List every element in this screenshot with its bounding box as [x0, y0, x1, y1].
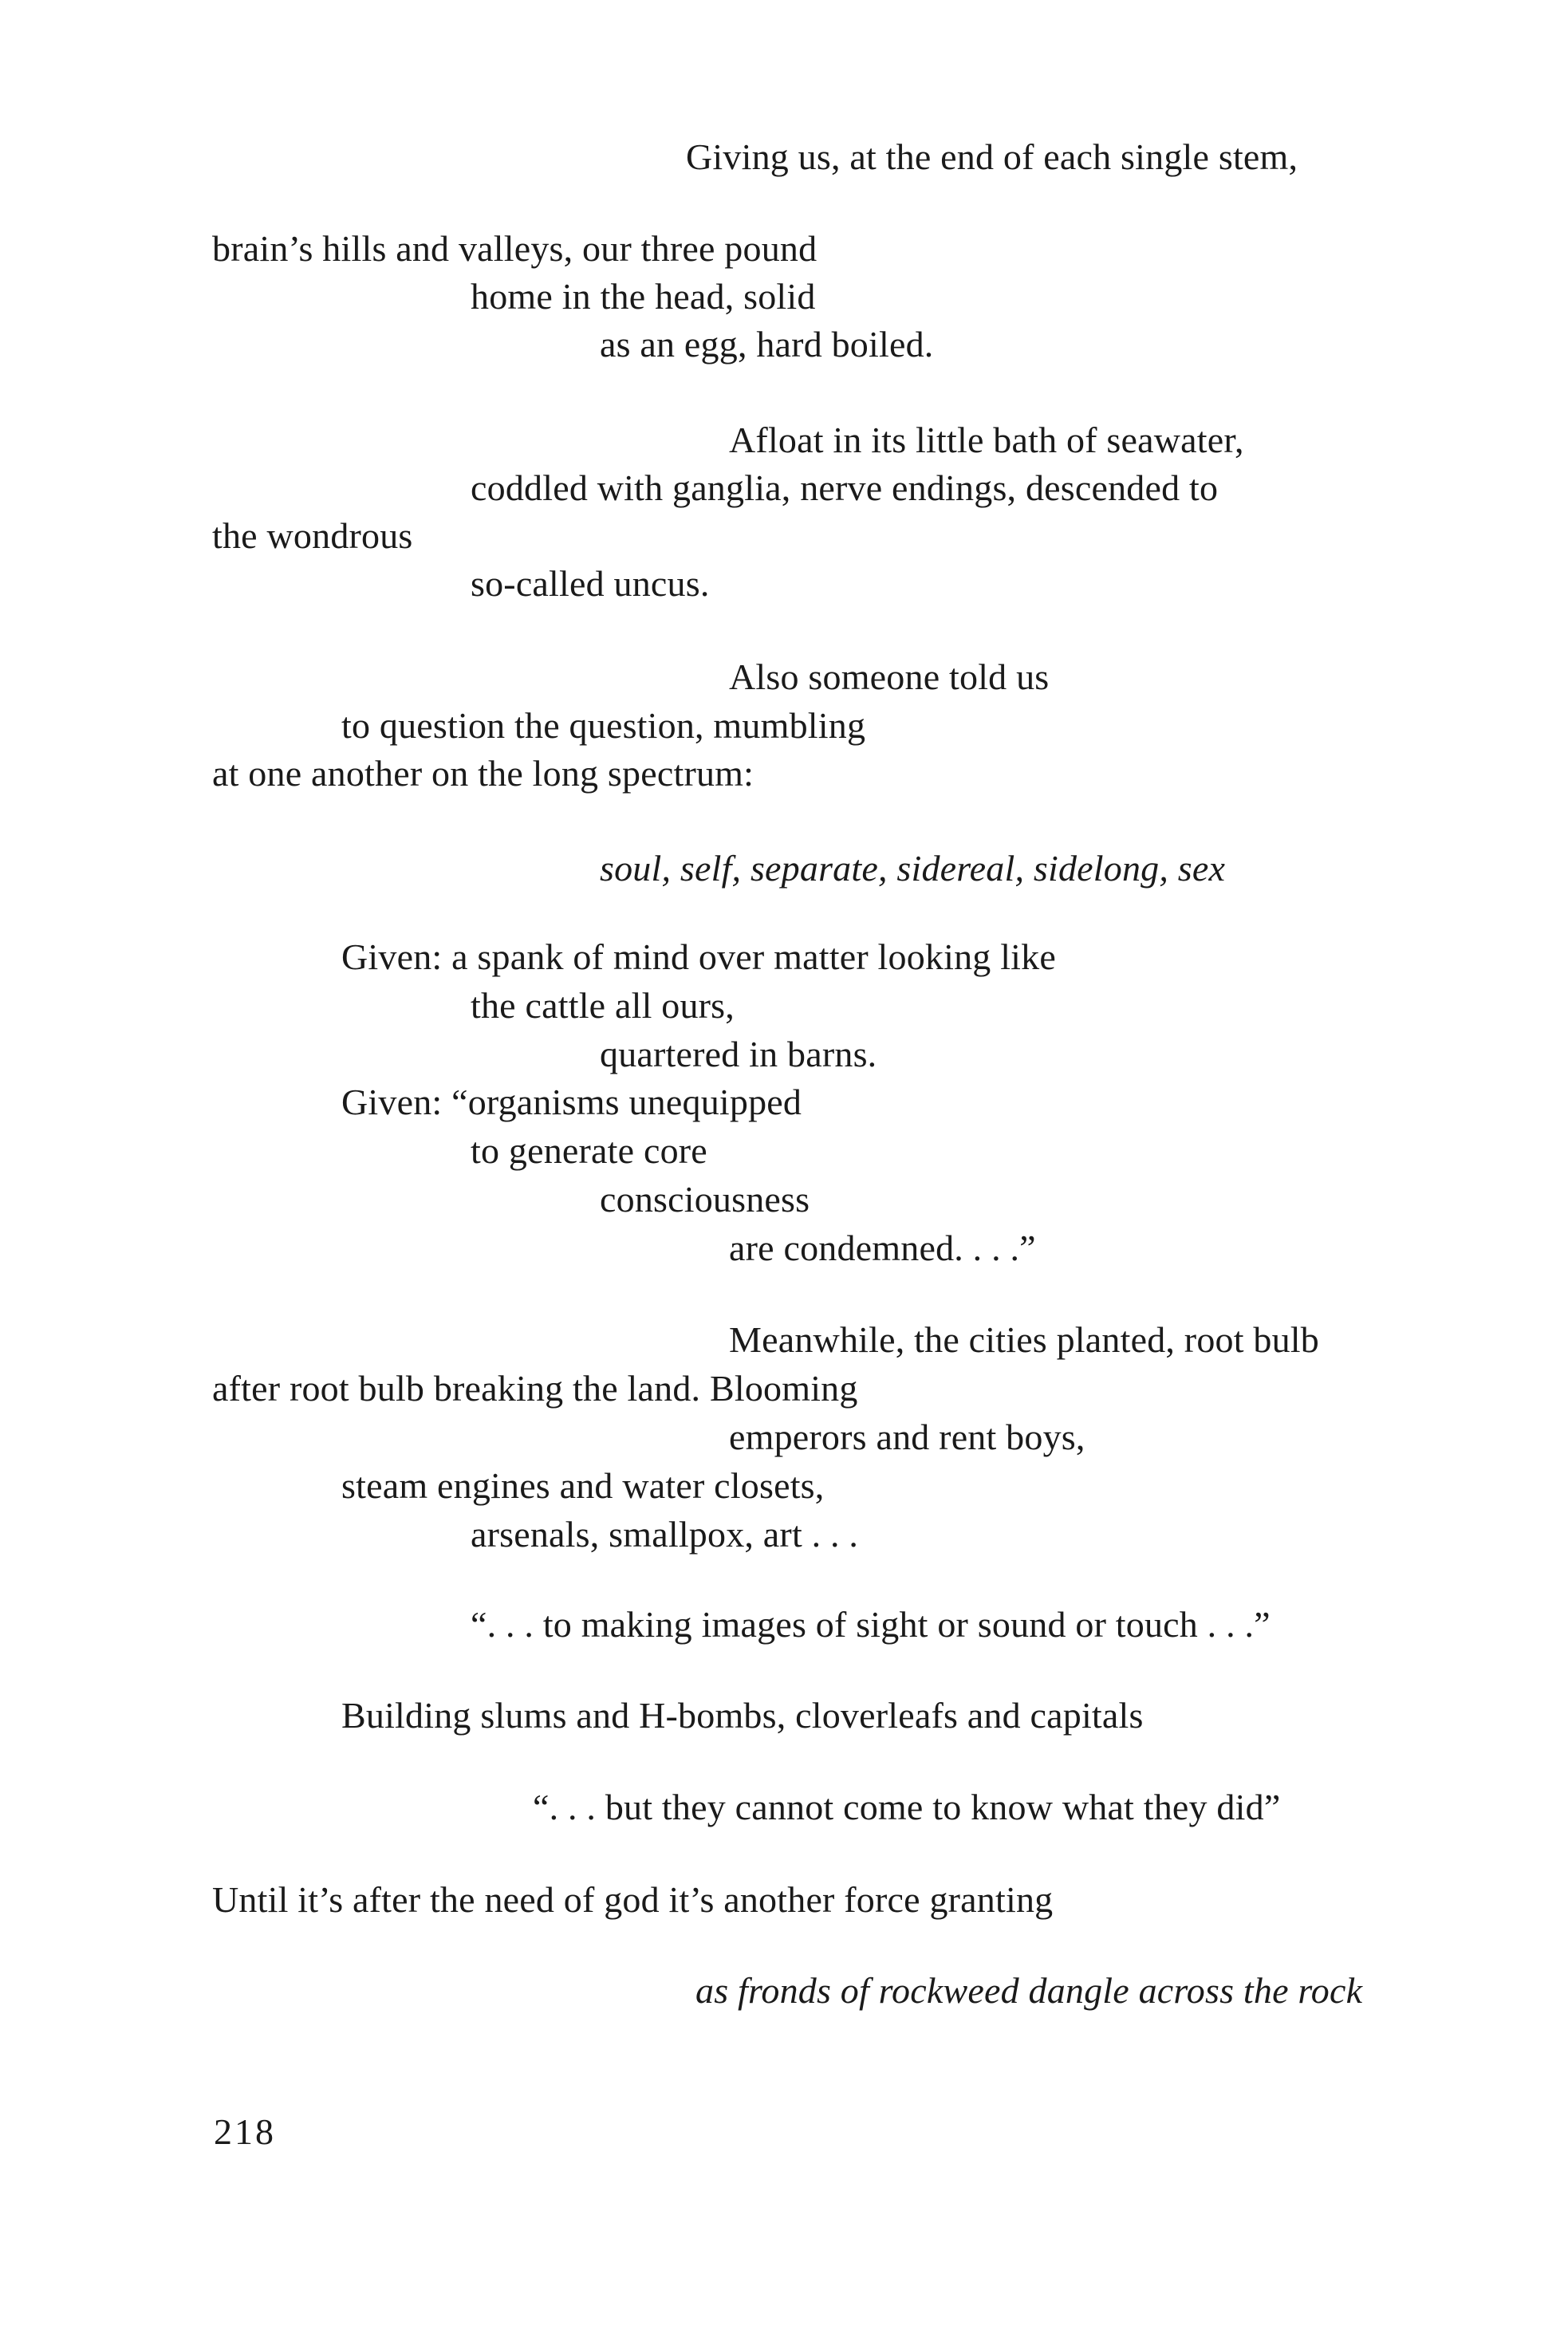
poem-line: Given: “organisms unequipped: [341, 1082, 802, 1122]
poem-line: so-called uncus.: [471, 563, 710, 604]
poem-line: coddled with ganglia, nerve endings, descended to: [471, 467, 1219, 508]
page-number: 218: [214, 2111, 276, 2152]
poem-line: arsenals, smallpox, art . . .: [471, 1514, 859, 1555]
poem-line: home in the head, solid: [471, 276, 816, 317]
poem-line: Giving us, at the end of each single stem,: [686, 136, 1298, 177]
poem-line: the cattle all ours,: [471, 985, 735, 1026]
poem-line: Also someone told us: [729, 656, 1050, 697]
poem-line: emperors and rent boys,: [729, 1417, 1085, 1457]
poem-line: Meanwhile, the cities planted, root bulb: [729, 1319, 1319, 1360]
poem-line: consciousness: [600, 1179, 810, 1220]
poem-line: Afloat in its little bath of seawater,: [729, 420, 1244, 460]
poem-line: Until it’s after the need of god it’s another force granting: [212, 1879, 1054, 1920]
poem-line: to question the question, mumbling: [341, 705, 866, 746]
poem-line: to generate core: [471, 1130, 707, 1171]
poem-line: “. . . but they cannot come to know what they did”: [533, 1787, 1281, 1827]
poem-line: the wondrous: [212, 515, 413, 556]
poem-line: Given: a spank of mind over matter looking like: [341, 936, 1056, 977]
poem-line: as an egg, hard boiled.: [600, 324, 934, 365]
poem-line: quartered in barns.: [600, 1034, 877, 1074]
poem-line: “. . . to making images of sight or sound or touch . . .”: [471, 1604, 1271, 1645]
poem-line: brain’s hills and valleys, our three pound: [212, 228, 817, 269]
poem-line: Building slums and H-bombs, cloverleafs and capitals: [341, 1695, 1144, 1736]
poem-line: after root bulb breaking the land. Blooming: [212, 1368, 858, 1409]
poem-line: steam engines and water closets,: [341, 1465, 825, 1506]
poem-line: are condemned. . . .”: [729, 1228, 1036, 1268]
poem-line: at one another on the long spectrum:: [212, 753, 754, 794]
poem-line-italic: as fronds of rockweed dangle across the rock: [695, 1970, 1363, 2011]
poem-line-italic: soul, self, separate, sidereal, sidelong, sex: [600, 848, 1226, 889]
